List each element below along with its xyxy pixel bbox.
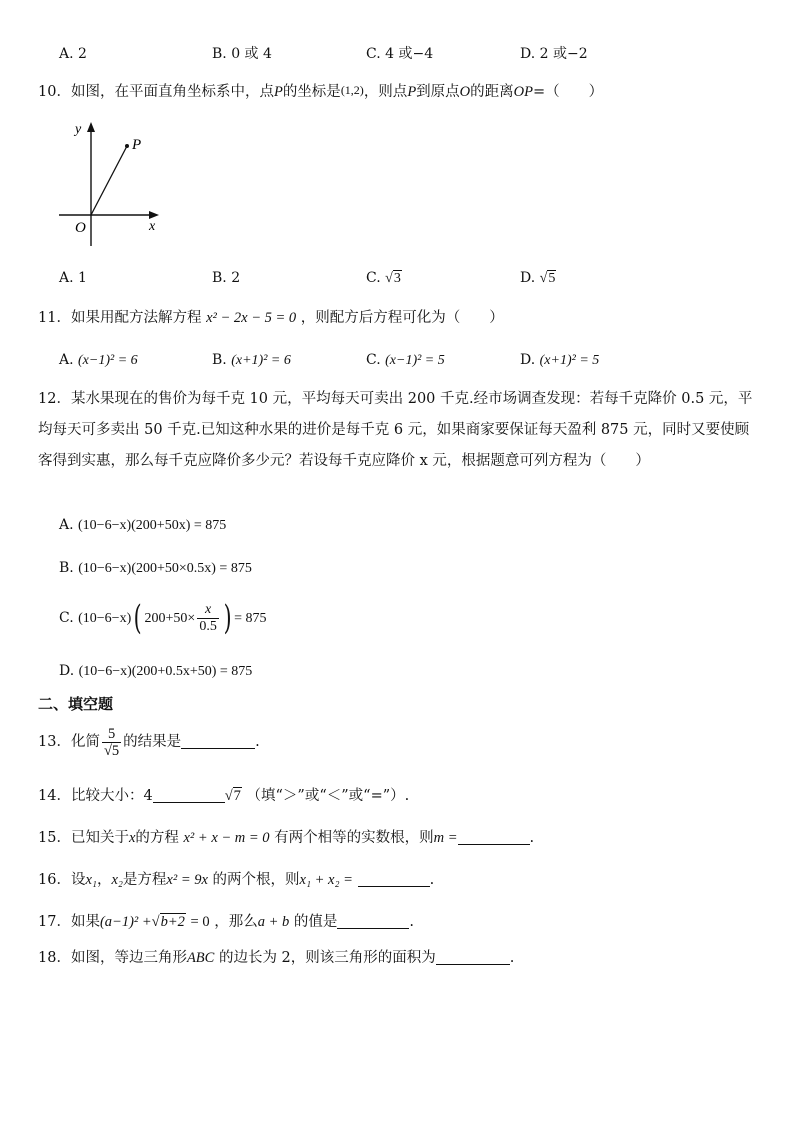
q10-coordinate-figure <box>55 118 165 248</box>
q16: 16．设x₁，x₂是方程x² = 9x 的两个根，则x₁ + x₂ = . <box>38 872 435 888</box>
q12-stem: 12．某水果现在的售价为每千克 10 元，平均每天可卖出 200 千克.经市场调查发现：若每千克降价 0.5 元，平均每天可多卖出 50 千克.已知这种水果的进价是每千克 6 元，如果商家要保证每天盈利 875 元，同时又要使顾客得到实惠，那么每千克应降价多少元？若设每千克应降价 x 元，根据题意可列方程为（ ） <box>38 391 753 469</box>
q16-answer-blank[interactable] <box>358 870 430 887</box>
q10-option-a[interactable]: A. 1 <box>59 270 87 286</box>
q10-option-d[interactable]: D. √5 <box>520 270 556 286</box>
y-axis-arrow <box>87 122 95 132</box>
q10-option-c[interactable]: C. √3 <box>366 270 401 286</box>
q9-option-a[interactable]: A. 2 <box>59 46 87 62</box>
q14-answer-blank[interactable] <box>153 786 225 803</box>
q18-answer-blank[interactable] <box>436 948 510 965</box>
q9-option-b[interactable]: B. 0 或 4 <box>212 46 272 62</box>
q17-answer-blank[interactable] <box>337 912 409 929</box>
q14: 14．比较大小：4 √7 （填“＞”或“＜”或“=”）. <box>38 788 410 804</box>
q11-option-c[interactable]: C. (x−1)² = 5 <box>366 352 445 368</box>
y-axis-label: y <box>75 122 82 137</box>
q9-option-c[interactable]: C. 4 或−4 <box>366 46 434 62</box>
q12-option-b[interactable]: B. (10−6−x)(200+50×0.5x) = 875 <box>59 560 252 576</box>
q10-stem: 10．如图，在平面直角坐标系中，点P的坐标是(1,2)，则点P到原点O的距离OP=（ ） <box>38 83 604 100</box>
q15-answer-blank[interactable] <box>458 828 530 845</box>
q9-option-d[interactable]: D. 2 或−2 <box>520 46 588 62</box>
q13: 13．化简 $\frac{5}{√5}$ 的结果是 . <box>38 725 260 759</box>
q12-option-c[interactable]: C. (10−6−x)( 200+50× $\frac{x}{0.5}$ ) = 875 <box>59 598 267 638</box>
q15: 15．已知关于x的方程 x² + x − m = 0 有两个相等的实数根，则m = . <box>38 830 535 846</box>
x-axis-label: x <box>149 219 156 234</box>
q11-stem: 11．如果用配方法解方程 x² − 2x − 5 = 0 ，则配方后方程可化为（ ） <box>38 310 504 326</box>
point-p <box>125 144 129 148</box>
q11-option-b[interactable]: B. (x+1)² = 6 <box>212 352 291 368</box>
point-p-label: P <box>132 137 142 153</box>
q12-option-a[interactable]: A. (10−6−x)(200+50x) = 875 <box>59 517 227 533</box>
q10-option-b[interactable]: B. 2 <box>212 270 241 286</box>
x-axis-arrow <box>149 211 159 219</box>
segment-op <box>91 146 127 215</box>
origin-label: O <box>75 220 86 236</box>
q12-option-d[interactable]: D. (10−6−x)(200+0.5x+50) = 875 <box>59 663 253 679</box>
q18: 18．如图，等边三角形ABC 的边长为 2，则该三角形的面积为 . <box>38 950 515 966</box>
q13-answer-blank[interactable] <box>181 732 255 749</box>
q11-option-a[interactable]: A. (x−1)² = 6 <box>59 352 138 368</box>
q17: 17．如果(a−1)² +√b+2 = 0 ，那么a + b 的值是 . <box>38 914 414 930</box>
q11-option-d[interactable]: D. (x+1)² = 5 <box>520 352 600 368</box>
section-title: 二、填空题 <box>38 695 114 713</box>
